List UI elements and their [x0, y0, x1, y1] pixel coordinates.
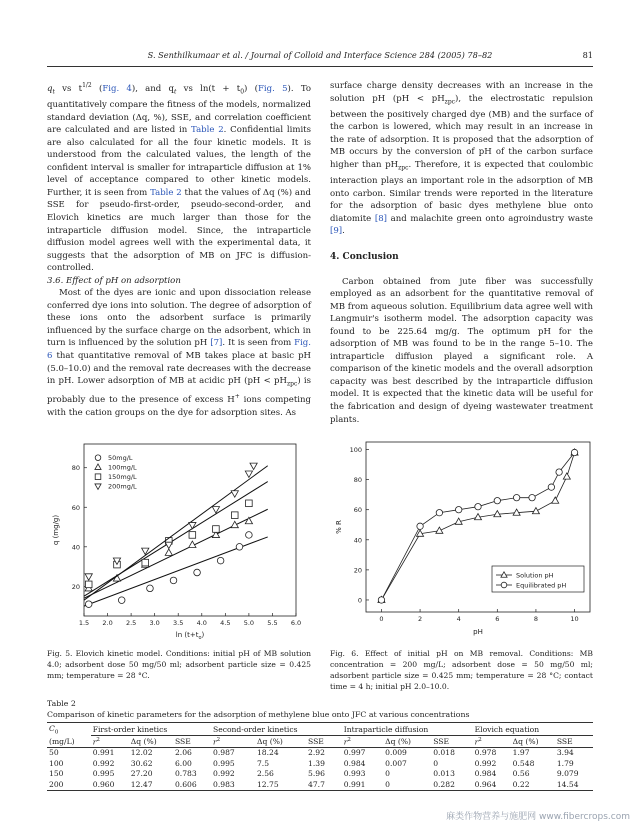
text: ). To quantitatively compare the fitness of the models, normalized standard deviation (Δq, %), SSE, and correlation coefficient are calculated and are listed in [47, 83, 312, 136]
dq-header: Δq (%) [512, 736, 539, 746]
subscript: 0 [240, 88, 245, 96]
data-point [548, 484, 554, 490]
legend-label: Solution pH [516, 571, 554, 580]
table-cell: 9.079 [556, 769, 579, 779]
legend-marker [95, 474, 101, 480]
table-cell: 0.995 [92, 769, 115, 779]
table-cell: 0.978 [474, 748, 497, 758]
left-column [47, 80, 311, 419]
text: surface charge density decreases with an increase in the solution pH (pH < pH [330, 81, 593, 104]
fig6-link[interactable]: Fig. 6 [47, 338, 311, 362]
data-point [231, 491, 238, 497]
table-cell: 0.009 [385, 748, 407, 758]
y-tick-label: 80 [353, 476, 362, 485]
left-paragraph-2 [47, 287, 311, 419]
table-cell: 2.56 [256, 769, 274, 779]
legend-label: 50mg/L [108, 454, 133, 462]
sse-header: SSE [308, 736, 324, 746]
table-cell: 0.992 [92, 758, 115, 768]
data-point [85, 601, 92, 608]
table-cell: 0.964 [474, 779, 497, 789]
y-tick-label: 20 [71, 582, 80, 591]
r2-header: $r^2$ [213, 736, 221, 747]
table-group-row [47, 724, 593, 736]
text: ( [91, 83, 103, 94]
text: ) is probably due to the presence of excess H [47, 376, 311, 406]
y-tick-label: 20 [353, 566, 362, 575]
table-cell: 0.282 [433, 779, 455, 789]
superscript: + [234, 393, 240, 401]
x-tick-label: 3.0 [149, 619, 160, 627]
table-cell: 18.24 [256, 748, 279, 758]
data-point [236, 544, 243, 551]
table-cell: 0.991 [343, 779, 366, 789]
group-header: First-order kinetics [91, 724, 211, 736]
fig5-elovich-chart [47, 436, 313, 642]
data-point [529, 494, 535, 500]
subscript: zpc [398, 164, 409, 172]
dq-header: Δq (%) [385, 736, 412, 746]
dq-header: Δq (%) [256, 736, 283, 746]
r2-header: $r^2$ [343, 736, 351, 747]
data-point [246, 500, 253, 507]
data-point [189, 522, 196, 528]
data-point [250, 463, 257, 469]
data-point [532, 508, 539, 514]
data-point [142, 559, 149, 566]
conclusion-paragraph: Carbon obtained from jute fiber was successfully employed as an adsorbent for the quantitative removal of MB from aqueous solution. Equilibrium data agree well with Langmuir's isotherm model. The adsorption capacity was found to be 225.64 mg/g. The optimum pH for the adsorption of MB was found to be in the range 5–10. The intraparticle diffusion played a significant role. A comparison of the kinetic models and the overall adsorption capacity was best described by the intraparticle diffusion model. It is expected that the kinetic data will be useful for the fabrication and design of dyeing wastewater treatment plants. [330, 276, 593, 425]
table-subheader-row [47, 736, 593, 748]
data-point [189, 532, 196, 539]
x-tick-label: 4.0 [196, 619, 207, 627]
x-tick-label: 2 [417, 615, 423, 623]
y-tick-label: 100 [349, 446, 362, 455]
data-point [118, 597, 125, 604]
data-point [246, 532, 253, 539]
q-var: q [47, 83, 53, 94]
table-cell: 0.993 [343, 769, 366, 779]
table-cell: 1.39 [308, 758, 325, 768]
legend-marker [95, 464, 101, 469]
text: ) ( [244, 83, 258, 94]
table-cell: 27.20 [130, 769, 153, 779]
data-point [436, 510, 442, 516]
table-cell: 0.018 [433, 748, 455, 758]
fig4-link[interactable]: Fig. 4 [102, 83, 132, 94]
group-header: Intraparticle diffusion [342, 724, 473, 736]
table-row [47, 758, 593, 769]
data-point [194, 569, 201, 576]
data-point [571, 449, 577, 455]
data-point [245, 517, 252, 523]
text: ), the electrostatic repulsion between the positively charged dye (MB) and the surface of the carbon is lowered, which may result in an increase in the rate of adsorption. It is proposed that the adsorption of MB occurs by the conversion of pH of the carbon surface higher than pH [330, 93, 593, 170]
r2-header: $r^2$ [92, 736, 100, 747]
ref8-link[interactable]: [8] [374, 213, 387, 224]
y-axis-label: % R [335, 520, 343, 534]
fig6-caption: Fig. 6. Effect of initial pH on MB removal. Conditions: MB concentration = 200 mg/L; adsorbent dose = 50 mg/50 ml; adsorbent particle size = 0.425 mm; temperature = 28 °C; contact time = 4 h; initial pH 2.0–10.0. [330, 649, 593, 691]
table-cell: 0.984 [474, 769, 497, 779]
table-cell: 6.00 [174, 758, 192, 768]
x-tick-label: 4 [456, 615, 461, 623]
page-number: 81 [582, 50, 593, 60]
y-tick-label: 40 [71, 543, 80, 552]
table-cell: 12.47 [130, 779, 153, 789]
data-point [85, 581, 92, 588]
x-tick-label: 2.5 [125, 619, 137, 627]
table-cell: 0.987 [213, 748, 235, 758]
right-paragraph-1 [330, 80, 593, 238]
c0-header [47, 724, 91, 736]
text: and malachite green onto agroindustry waste [386, 213, 593, 224]
data-point [436, 527, 443, 533]
legend-marker [95, 455, 101, 461]
running-title: S. Senthilkumaar et al. / Journal of Colloid and Interface Science 284 (2005) 78–82 [147, 50, 493, 60]
legend-marker [95, 484, 101, 489]
table-cell: 12.75 [256, 779, 279, 789]
table-cell: 0.606 [174, 779, 197, 789]
data-point [85, 574, 92, 580]
table-cell: 0.56 [512, 769, 530, 779]
text: . Therefore, it is expected that coulombic interaction plays an important role in the adsorption of MB onto carbon. Similar trends were reported in the literature for the adsorption of basic dyes methylene blue onto diatomite [330, 159, 593, 224]
text: that quantitative removal of MB takes place at basic pH (5.0–10.0) and the removal rate decreases with the decrease in pH. Lower adsorption of MB at acidic pH (pH < pH [47, 351, 311, 387]
data-point [563, 473, 570, 479]
table2-title: Comparison of kinetic parameters for the adsorption of methylene blue onto JFC at various concentrations [47, 710, 470, 719]
table-rule-top [47, 722, 593, 723]
table-cell: 0.984 [343, 758, 366, 768]
table-cell: 0.548 [512, 758, 535, 768]
data-point [245, 471, 252, 477]
table2-link[interactable]: Table 2 [191, 125, 224, 136]
table-cell: 50 [49, 748, 59, 758]
data-point [170, 577, 177, 584]
data-point [475, 503, 481, 509]
right-column [330, 80, 593, 426]
ref9-link[interactable]: [9] [330, 226, 343, 237]
table-cell: 14.54 [556, 779, 579, 789]
table-cell: 2.06 [174, 748, 192, 758]
text: ions competing with the cation groups on the dye for adsorption sites. As [47, 395, 311, 418]
x-tick-label: 8 [533, 615, 539, 623]
table-cell: 0.960 [92, 779, 115, 789]
table-cell: 0.992 [474, 758, 497, 768]
section-title-3-6: 3.6. Effect of pH on adsorption [47, 275, 181, 286]
legend-marker [501, 582, 507, 588]
table-cell: 7.5 [256, 758, 270, 768]
legend-label: 100mg/L [108, 463, 137, 472]
text: vs t [54, 83, 83, 94]
fig6-ph-chart [330, 436, 593, 642]
sse-header: SSE [174, 736, 191, 746]
table-cell: 0.013 [433, 769, 455, 779]
data-point [417, 523, 423, 529]
table-cell: 0 [385, 769, 390, 779]
data-point [513, 494, 519, 500]
table-cell: 0.22 [512, 779, 530, 789]
table-cell: 0.997 [343, 748, 366, 758]
table2-link[interactable]: Table 2 [150, 187, 182, 198]
data-point [217, 557, 224, 564]
data-point [165, 549, 172, 555]
subscript: zpc [444, 98, 456, 106]
table-cell: 0 [385, 779, 390, 789]
table-cell: 100 [49, 758, 64, 768]
section-title-conclusion: 4. Conclusion [330, 251, 399, 262]
left-paragraph-1: $q_t$ vs $t^{1/2}$ (Fig. 4), and $q_t$ vs $\ln(t + t_0)$ (Fig. 5). To quantitatively compare the fitness of the models, normalized standard deviation (Δq, %), SSE, and correlation coefficient are calculated and are listed in Table 2. Confidential limits are also calculated for all the four kinetic models. It is understood from the calculated values, the length of the confident interval is smaller for intraparticle diffusion at 1% level of acceptance compared to other kinetic models. Further, it is seen from Table 2 that the values of Δq (%) and SSE for pseudo-first-order, pseudo-second-order, and Elovich kinetics are much larger than those for the intraparticle diffusion model. Since, the intraparticle diffusion model agrees well with the experimental data, it suggests that the adsorption of MB on JFC is diffusion-controlled. [47, 82, 312, 274]
legend-label: 150mg/L [108, 473, 137, 481]
legend-label: Equilibrated pH [516, 581, 567, 590]
x-tick-label: 5.5 [267, 619, 278, 627]
text: vs ln(t + t [176, 83, 241, 94]
x-tick-label: 0 [379, 615, 384, 623]
table-cell: 3.94 [556, 748, 574, 758]
table2 [47, 724, 593, 791]
sse-header: SSE [433, 736, 450, 746]
data-point [147, 585, 154, 592]
table-cell: 1.79 [556, 758, 574, 768]
fig5-link[interactable]: Fig. 5 [257, 83, 288, 94]
x-tick-label: 5.0 [243, 619, 255, 627]
legend-label: 200mg/L [108, 482, 137, 491]
group-header: Elovich equation [473, 724, 593, 736]
text: . It is seen from [222, 338, 295, 349]
c0-label: C [49, 724, 55, 733]
header-rule [47, 66, 593, 67]
table-cell: 2.92 [308, 748, 325, 758]
data-point [213, 526, 220, 533]
x-tick-label: 6.0 [290, 619, 302, 627]
y-tick-label: 60 [353, 506, 362, 515]
table-cell: 0.992 [213, 769, 235, 779]
data-point [552, 497, 559, 503]
x-tick-label: 6 [495, 615, 500, 623]
table-cell: 0.783 [174, 769, 197, 779]
text: . [342, 226, 345, 237]
x-tick-label: 4.5 [220, 619, 231, 627]
x-tick-label: 2.0 [102, 619, 113, 627]
table-cell: 0.007 [385, 758, 407, 768]
table-row [47, 779, 593, 790]
data-point [494, 497, 500, 503]
data-point [455, 506, 461, 512]
data-point [556, 469, 562, 475]
text: ), and q [131, 83, 174, 94]
table-cell: 200 [49, 779, 64, 789]
table-cell: 0.991 [92, 748, 115, 758]
text: that the values of Δq (%) and SSE for pseudo-first-order, pseudo-second-order, and Elovich kinetics are much larger than those for the intraparticle diffusion model. Since, the intraparticle diffusion model agrees well with the experimental data, it suggests that the adsorption of MB on JFC is diffusion-controlled. [47, 187, 311, 274]
watermark: 麻类作物营养与施肥网 www.fibercrops.com [446, 812, 630, 822]
fit-line [84, 509, 268, 598]
fig5-caption: Fig. 5. Elovich kinetic model. Conditions: initial pH of MB solution 4.0; adsorbent dose 50 mg/50 ml; adsorbent particle size = 0.425 mm; temperature = 28 °C. [47, 649, 311, 680]
text: Most of the dyes are ionic and upon dissociation release conferred dye ions into solution. The degree of adsorption of these ions onto the adsorbent surface is primarily influenced by the surface charge on the adsorbent, which in turn is influenced by the solution pH [47, 288, 311, 349]
dq-header: Δq (%) [130, 736, 157, 746]
table2-heading [47, 698, 470, 720]
table-cell: 12.02 [130, 748, 153, 758]
x-axis-label: $\ln (t+t_o)$ [175, 631, 205, 641]
x-tick-label: 10 [570, 615, 579, 623]
table-cell: 150 [49, 769, 64, 779]
table-cell: 5.96 [308, 769, 325, 779]
subscript: zpc [286, 380, 298, 388]
table-cell: 1.97 [512, 748, 530, 758]
text: . Confidential limits are also calculated for all the four kinetic models. It is understood from the calculated values, the length of the confident interval is smaller for intraparticle diffusion at 1% level of acceptance compared to other kinetic models. Further, it is seen from [47, 125, 311, 198]
y-tick-label: 60 [71, 503, 80, 512]
y-tick-label: 0 [357, 596, 362, 605]
table2-label: Table 2 [47, 699, 76, 708]
group-header: Second-order kinetics [211, 724, 342, 736]
table-cell: 0.983 [213, 779, 235, 789]
table-row [47, 747, 593, 758]
table-cell: 0 [433, 758, 439, 768]
y-axis-label: q (mg/g) [52, 514, 60, 546]
table-cell: 47.7 [308, 779, 325, 789]
exponent: 1/2 [82, 82, 92, 89]
y-tick-label: 40 [353, 536, 362, 545]
x-tick-label: 1.5 [78, 619, 90, 627]
running-header [47, 50, 593, 64]
y-tick-label: 80 [71, 464, 80, 473]
table-cell: 0.995 [213, 758, 235, 768]
ref7-link[interactable]: [7] [210, 338, 223, 349]
data-point [231, 512, 238, 519]
unit-header: (mg/L) [49, 736, 75, 746]
data-point [378, 597, 384, 603]
table-cell: 30.62 [130, 758, 153, 768]
x-tick-label: 3.5 [173, 619, 184, 627]
r2-header: $r^2$ [474, 736, 482, 747]
x-axis-label: pH [473, 628, 483, 636]
c0-subscript: 0 [54, 729, 59, 736]
table-row [47, 769, 593, 780]
sse-header: SSE [556, 736, 573, 746]
